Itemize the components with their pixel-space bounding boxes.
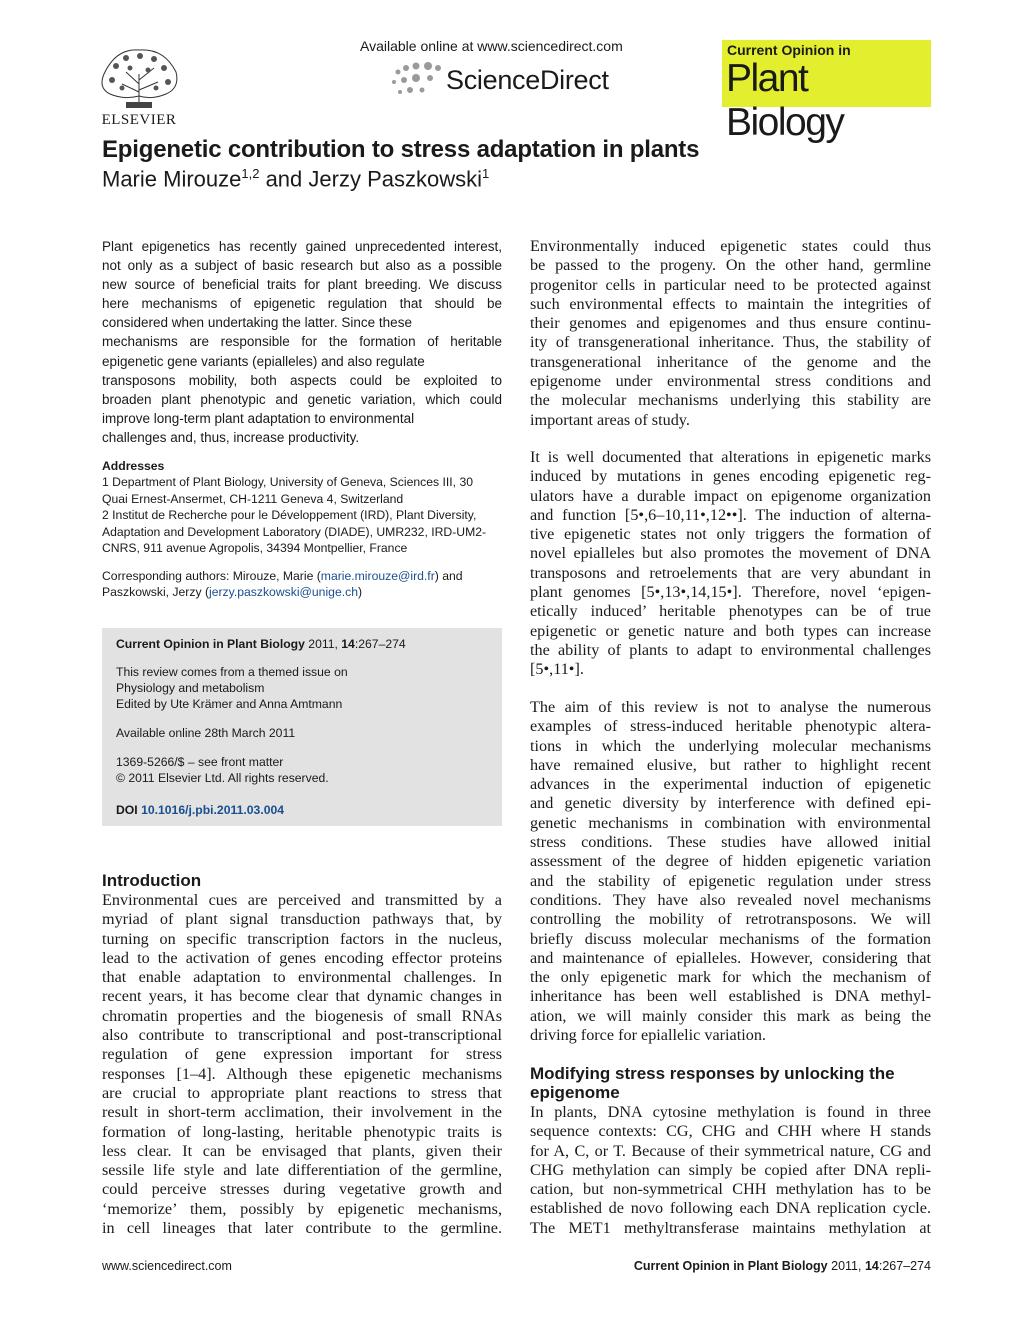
- right-paragraph-1: [530, 237, 931, 430]
- body-line: ulators have a durable impact on epigenome organization: [530, 486, 931, 505]
- body-line: tive epigenetic states not only triggers the formation of: [530, 525, 931, 544]
- right-paragraph-3: [530, 698, 931, 1045]
- body-line: ‘memorize’ them, possibly by epigenetic mechanisms,: [102, 1199, 502, 1218]
- abstract-line: improve long-term plant adaptation to environmental: [102, 410, 415, 426]
- body-line: [5•,11•].: [530, 660, 584, 679]
- body-line: regulation of gene expression important for stress: [102, 1045, 502, 1064]
- address-line: 1 Department of Plant Biology, University of Geneva, Sciences III, 30: [102, 475, 473, 490]
- body-line: transposons and retroelements that are very abundant in: [530, 563, 931, 582]
- abstract: [102, 237, 502, 447]
- body-line: ity of transgenerational inheritance. Thus, the stability of: [530, 333, 931, 352]
- journal-logo-box: [722, 40, 931, 144]
- address-line: Adaptation and Development Laboratory (DIADE), UMR232, IRD-UM2-: [102, 524, 487, 539]
- journal-logo-main: Plant Biology: [726, 57, 844, 144]
- body-line: epigenetic or genetic nature and both types can increase: [530, 621, 931, 640]
- email-link-1[interactable]: marie.mirouze@ird.fr: [320, 569, 435, 583]
- body-line: turning on specific transcription factors in the nucleus,: [102, 929, 502, 948]
- infobox-theme-name: Physiology and metabolism: [116, 681, 265, 695]
- body-line: result in short-term acclimation, their involvement in the: [102, 1103, 502, 1122]
- infobox-theme-intro: This review comes from a themed issue on: [116, 665, 348, 679]
- body-line: ation, we will mainly consider this mark as being the: [530, 1006, 931, 1025]
- body-line: responses [1–4]. Although these epigenetic mechanisms: [102, 1064, 502, 1083]
- abstract-line: transposons mobility, both aspects could be exploited to: [102, 372, 502, 388]
- body-line: less clear. It can be envisaged that plants, given their: [102, 1141, 502, 1160]
- body-line: important areas of study.: [530, 410, 690, 429]
- body-line: genetic mechanisms in combination with environmental: [530, 813, 931, 832]
- body-line: and function [5•,6–10,11•,12••]. The induction of alterna-: [530, 505, 931, 524]
- address-line: CNRS, 911 avenue Agropolis, 34394 Montpellier, France: [102, 541, 408, 556]
- body-line: are crucial to appropriate plant reactions to stress that: [102, 1083, 502, 1102]
- body-line: epigenome under environmental stress conditions and: [530, 372, 931, 391]
- corresponding-mid: ) and: [434, 569, 463, 583]
- abstract-line: considered when undertaking the latter. Since these: [102, 315, 412, 331]
- footer-citation: Current Opinion in Plant Biology 2011, 14:267–274: [633, 1259, 931, 1273]
- abstract-line: challenges and, thus, increase productivity.: [102, 429, 360, 445]
- body-line: novel epialleles but also promotes the movement of DNA: [530, 544, 931, 563]
- body-line: be passed to the progeny. On the other hand, germline: [530, 256, 931, 275]
- body-line: have remained elusive, but rather to highlight recent: [530, 755, 931, 774]
- abstract-line: mechanisms are responsible for the formation of heritable: [102, 334, 502, 350]
- body-line: such environmental effects to maintain the integrities of: [530, 294, 931, 313]
- body-line: conditions. They have also revealed novel mechanisms: [530, 890, 931, 909]
- body-line: inheritance has been well established is DNA methyl-: [530, 987, 931, 1006]
- body-line: briefly discuss molecular mechanisms of the formation: [530, 929, 931, 948]
- body-line: the molecular mechanisms underlying this stability are: [530, 391, 931, 410]
- body-line: etically induced’ heritable phenotypes can be of true: [530, 602, 931, 621]
- body-line: and maintenance of epialleles. However, considering that: [530, 948, 931, 967]
- body-line: and the stability of epigenetic regulation under stress: [530, 871, 931, 890]
- body-line: that enable adaptation to environmental challenges. In: [102, 968, 502, 987]
- body-line: lead to the activation of genes encoding effector proteins: [102, 948, 502, 967]
- infobox-available-date: Available online 28th March 2011: [116, 726, 296, 740]
- body-line: Environmental cues are perceived and transmitted by a: [102, 891, 502, 909]
- doi-link[interactable]: 10.1016/j.pbi.2011.03.004: [141, 803, 285, 817]
- abstract-line: Plant epigenetics has recently gained unprecedented interest,: [102, 239, 502, 254]
- sciencedirect-logo: [386, 60, 609, 100]
- body-line: sequence contexts: CG, CHG and CHH where H stands: [530, 1122, 931, 1141]
- body-line: tions in which the underlying molecular mechanisms: [530, 736, 931, 755]
- body-line: transgenerational inheritance of the genome and the: [530, 352, 931, 371]
- available-online-text: Available online at www.sciencedirect.com: [360, 38, 623, 54]
- body-line: In plants, DNA cytosine methylation is found in three: [530, 1103, 931, 1121]
- address-line: 2 Institut de Recherche pour le Développement (IRD), Plant Diversity,: [102, 508, 477, 523]
- article-authors: [102, 166, 489, 192]
- body-line: plant genomes [5•,13•,14,15•]. Therefore, novel ‘epigen-: [530, 583, 931, 602]
- abstract-line: epigenetic gene variants (epialleles) and also regulate: [102, 353, 425, 369]
- introduction-heading: Introduction: [102, 871, 202, 890]
- infobox-copyright: © 2011 Elsevier Ltd. All rights reserved.: [116, 771, 329, 785]
- body-line: controlling the mobility of retrotransposons. We will: [530, 910, 931, 929]
- infobox-editors: Edited by Ute Krämer and Anna Amtmann: [116, 697, 343, 711]
- author-1: Marie Mirouze: [102, 166, 242, 192]
- corresponding-suffix: ): [357, 585, 363, 600]
- address-line: Quai Ernest-Ansermet, CH-1211 Geneva 4, Switzerland: [102, 491, 404, 506]
- body-line: assessment of the degree of hidden epigenetic variation: [530, 852, 931, 871]
- author-2-affil: 1: [481, 166, 490, 181]
- body-line: formation of long-lasting, heritable phenotypic traits is: [102, 1122, 502, 1141]
- body-line: chromatin properties and the biogenesis of small RNAs: [102, 1006, 502, 1025]
- body-line: for A, C, or T. Because of their symmetrical nature, CG and: [530, 1141, 931, 1160]
- elsevier-logo: [96, 44, 182, 128]
- sciencedirect-wordmark: ScienceDirect: [446, 64, 609, 95]
- body-line: cation, but non-symmetrical CHH methylation has to be: [530, 1180, 931, 1199]
- section-2-body: [530, 1103, 931, 1238]
- email-link-2[interactable]: jerzy.paszkowski@unige.ch: [209, 585, 358, 600]
- section-heading-modifying-stress: [530, 1064, 931, 1102]
- body-line: the ability of plants to adapt to environmental challenges: [530, 640, 931, 659]
- corresponding-name-2: Paszkowski, Jerzy (: [102, 585, 209, 600]
- body-line: established de novo following each DNA replication cycle.: [530, 1199, 931, 1218]
- body-line: the only epigenetic mark for which the mechanism of: [530, 968, 931, 987]
- addresses-heading: Addresses: [102, 459, 165, 473]
- body-line: examples of stress-induced heritable phenotypic altera-: [530, 717, 931, 736]
- abstract-line: broaden plant phenotypic and genetic variation, which could: [102, 391, 502, 407]
- infobox-issn: 1369-5266/$ – see front matter: [116, 755, 284, 769]
- body-line: sessile life style and late differentiation of the germline,: [102, 1161, 502, 1180]
- body-line: stress conditions. These studies have allowed initial: [530, 833, 931, 852]
- infobox-doi: DOI 10.1016/j.pbi.2011.03.004: [116, 803, 285, 817]
- body-line: CHG methylation can simply be copied after DNA repli-: [530, 1160, 931, 1179]
- body-line: driving force for epiallelic variation.: [530, 1026, 766, 1045]
- elsevier-wordmark: ELSEVIER: [101, 112, 177, 128]
- infobox-citation: Current Opinion in Plant Biology 2011, 14:267–274: [116, 637, 406, 651]
- abstract-line: here mechanisms of epigenetic regulation that should be: [102, 296, 502, 312]
- section-heading-line: epigenome: [530, 1083, 620, 1102]
- sciencedirect-dots-icon: [386, 60, 442, 100]
- elsevier-tree-icon: [96, 44, 182, 110]
- body-line: myriad of plant signal transduction pathways that, by: [102, 910, 502, 929]
- abstract-line: not only as a subject of basic research but also as a possible: [102, 258, 502, 274]
- body-line: It is well documented that alterations in epigenetic marks: [530, 448, 931, 466]
- body-line: their genomes and epigenomes and thus ensure continu-: [530, 314, 931, 333]
- corresponding-prefix: Corresponding authors: Mirouze, Marie (: [102, 569, 321, 583]
- section-heading-line: Modifying stress responses by unlocking the: [530, 1064, 895, 1083]
- body-line: induced by mutations in genes encoding epigenetic reg-: [530, 467, 931, 486]
- body-line: The MET1 methyltransferase maintains methylation at: [530, 1218, 931, 1237]
- body-line: could perceive stresses during vegetative growth and: [102, 1180, 502, 1199]
- body-line: and genetic diversity by interference with defined epi-: [530, 794, 931, 813]
- author-1-affil: 1,2: [241, 166, 260, 181]
- body-line: The aim of this review is not to analyse the numerous: [530, 698, 931, 716]
- corresponding-authors: [102, 568, 502, 601]
- body-line: in cell lineages that later contribute to the germline.: [102, 1219, 502, 1238]
- author-conjunction: and: [259, 166, 309, 192]
- body-line: progenitor cells in particular need to be protected against: [530, 275, 931, 294]
- body-line: also contribute to transcriptional and post-transcriptional: [102, 1026, 502, 1045]
- journal-logo-top: Current Opinion in: [727, 42, 851, 58]
- abstract-line: new source of beneficial traits for plant breeding. We discuss: [102, 277, 502, 293]
- body-line: recent years, it has become clear that dynamic changes in: [102, 987, 502, 1006]
- addresses: [102, 458, 502, 556]
- author-2: Jerzy Paszkowski: [308, 166, 482, 192]
- body-line: advances in the experimental induction of epigenetic: [530, 775, 931, 794]
- footer-website[interactable]: www.sciencedirect.com: [102, 1259, 232, 1273]
- article-title: Epigenetic contribution to stress adaptation in plants: [102, 136, 700, 163]
- body-line: Environmentally induced epigenetic states could thus: [530, 237, 931, 255]
- article-info-box: [102, 628, 502, 826]
- right-paragraph-2: [530, 448, 931, 680]
- introduction-body: [102, 891, 502, 1238]
